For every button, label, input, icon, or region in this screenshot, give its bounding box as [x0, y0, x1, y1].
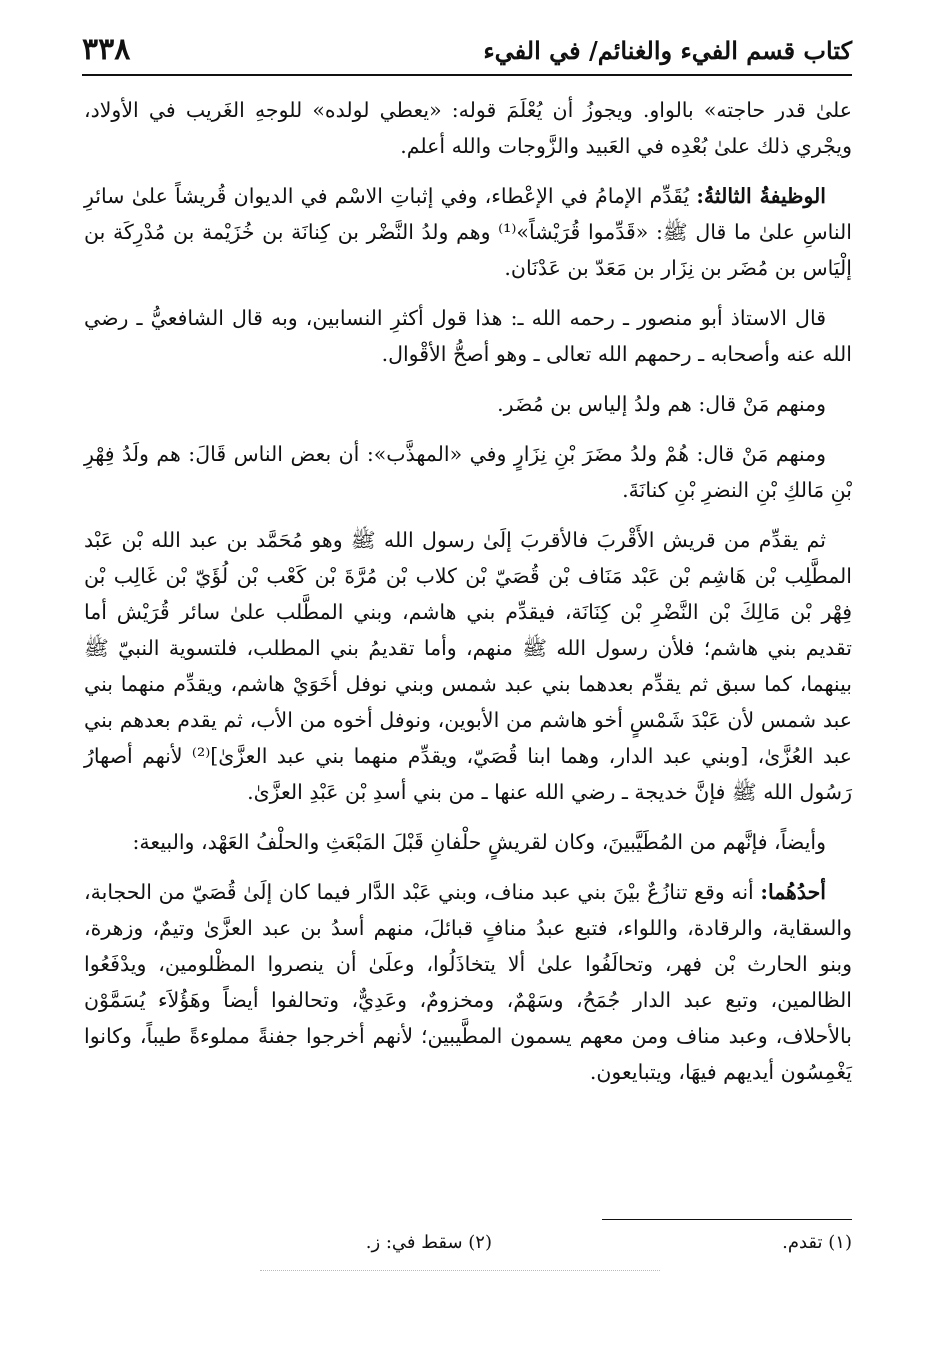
paragraph-text: ثم يقدِّم من قريش الأَقْربَ فالأقربَ إلَىٰ رسول الله ﷺ وهو مُحَمَّد بن عبد الله بْن عَبْد المطَّلِب بْن هَاشِم بْن عَبْد مَنَاف بْن قُصَيّ بْن كلاب بْن مُرَّةَ بْن كَعْب بْن لُؤَيّ بْن غَالِب بْن فِهْر بْن مَالِكَ بْن النَّضْرِ بْن كِنَانَة، فيقدِّم بني هاشم، وبني المطَّلب علىٰ سائر قُرَيْش أما تقديم بني هاشم؛ فلأن رسول الله ﷺ منهم، وأما تقديمُ بني المطلب، فلتسوية النبيّ ﷺ بينهما، كما سبق ثم يقدِّم بعدهما بني عبد شمس وبني نوفل أخَوَيْ هاشم، ويقدِّم منهما بني عبد شمس لأن عَبْدَ شَمْسٍ أخو هاشم من الأبوين، ونوفل أخوه من الأب، ثم يقدم بعدهم بني عبد العُزَّىٰ، [وبني عبد الدار، وهما ابنا قُصَيّ، ويقدِّم منهما بني عبد العزَّىٰ]⁽²⁾ لأنهم أصهارُ رَسُول الله ﷺ فإنَّ خديجة ـ رضي الله عنها ـ من بني أسدِ بْن عَبْدِ العزَّىٰ.	[84, 528, 852, 804]
paragraph-text: قال الاستاذ أبو منصور ـ رحمه الله ـ: هذا قول أكثرِ النسابين، وبه قال الشافعيُّ ـ رضي الله عنه وأصحابه ـ رحمهم الله تعالى ـ وهو أصحُّ الأقْوال.	[84, 306, 852, 366]
page-number: ٣٣٨	[82, 32, 131, 67]
paragraph	[84, 92, 852, 164]
footnote-marker: (١)	[828, 1232, 852, 1253]
footnote-marker: (٢)	[468, 1232, 492, 1253]
page-header	[82, 30, 852, 76]
paragraph	[84, 874, 852, 1090]
footnote-text: سقط في: ز.	[365, 1232, 463, 1253]
paragraph-text: ومنهم مَنْ قال: هم ولدُ إلياس بن مُضَر.	[497, 392, 826, 416]
paragraph	[84, 300, 852, 372]
footnote-divider	[602, 1219, 852, 1220]
paragraph-lead: أحدُهُما:	[760, 880, 826, 904]
footnote-1	[782, 1232, 852, 1253]
main-text	[84, 92, 852, 1104]
paragraph-lead: الوظيفةُ الثالثةُ:	[696, 184, 826, 208]
running-title: كتاب قسم الفيء والغنائم/ في الفيء	[483, 36, 852, 65]
paragraph	[84, 522, 852, 810]
paragraph-text: علىٰ قدر حاجته» بالواو. ويجوزُ أن يُعْلَمَ قوله: «يعطي لولده» للوجهِ الغَريب في الأولاد، ويجْري ذلك علىٰ بُعْدِه في العَبيد والزَّوجات والله أعلم.	[84, 98, 852, 158]
scan-artifact	[260, 1270, 660, 1271]
footnote-2	[366, 1232, 492, 1253]
paragraph	[84, 386, 852, 422]
paragraph	[84, 178, 852, 286]
paragraph-text: ومنهم مَنْ قال: هُمْ ولدُ مضَرَ بْنِ نِزَارٍ وفي «المهذَّب»: أن بعض الناس قَالَ: هم ولَدُ فِهْرِ بْنِ مَالكِ بْنِ النضرِ بْنِ كنانَةَ.	[84, 442, 852, 502]
footnote-text: تقدم.	[782, 1232, 823, 1253]
paragraph	[84, 436, 852, 508]
paragraph-text: وأيضاً، فإنَّهم من المُطَيَّبينَ، وكان لقريشٍ حلْفانِ قَبْلَ المَبْعَثِ والحلْفُ العَهْد، والبيعة:	[132, 830, 826, 854]
paragraph-text: يُقَدِّم الإمامُ في الإعْطاء، وفي إثباتِ الاسْم في الديوان قُريشاً علىٰ سائرِ الناسِ علىٰ ما قال ﷺ: «قَدِّموا قُرَيْشاً»⁽¹⁾ وهم ولدُ النَّضْر بن كِنانَة بن خُزَيْمة بن مُدْرِكَة بن إلْيَاس بن مُضَر بن نِزَار بن مَعَدّ بن عَدْنَان.	[84, 184, 852, 280]
paragraph	[84, 824, 852, 860]
footnotes	[84, 1232, 852, 1262]
paragraph-text: أنه وقع تنازُعٌ بيْنَ بني عبد مناف، وبني عَبْد الدَّار فيما كان إلَىٰ قُصَيّ من الحجابة، والسقاية، والرقادة، واللواء، فتبع عبدُ منافٍ قبائلَ، منهم أسدُ بن عبد العزَّىٰ وتيمٌ، وزهرة، وبنو الحارث بْن فهر، وتحالَفُوا علىٰ ألا يتخاذَلُوا، وعلَىٰ أن ينصروا المظْلومين، ويدْفَعُوا الظالمين، وتبع عبد الدار جُمَحُ، وسَهْمٌ، ومخزومٌ، وعَدِيٌّ، وتحالفوا أيضاً وهَؤُلاَء يُسَمَّوْن بالأحلاف، وعبد مناف ومن معهم يسمون المطَّيبين؛ لأنهم أخرجوا جفنةً مملوءةً طيباً، وكانوا يَغْمِسُون أيديهم فيهَا، ويتبايعون.	[84, 880, 852, 1084]
